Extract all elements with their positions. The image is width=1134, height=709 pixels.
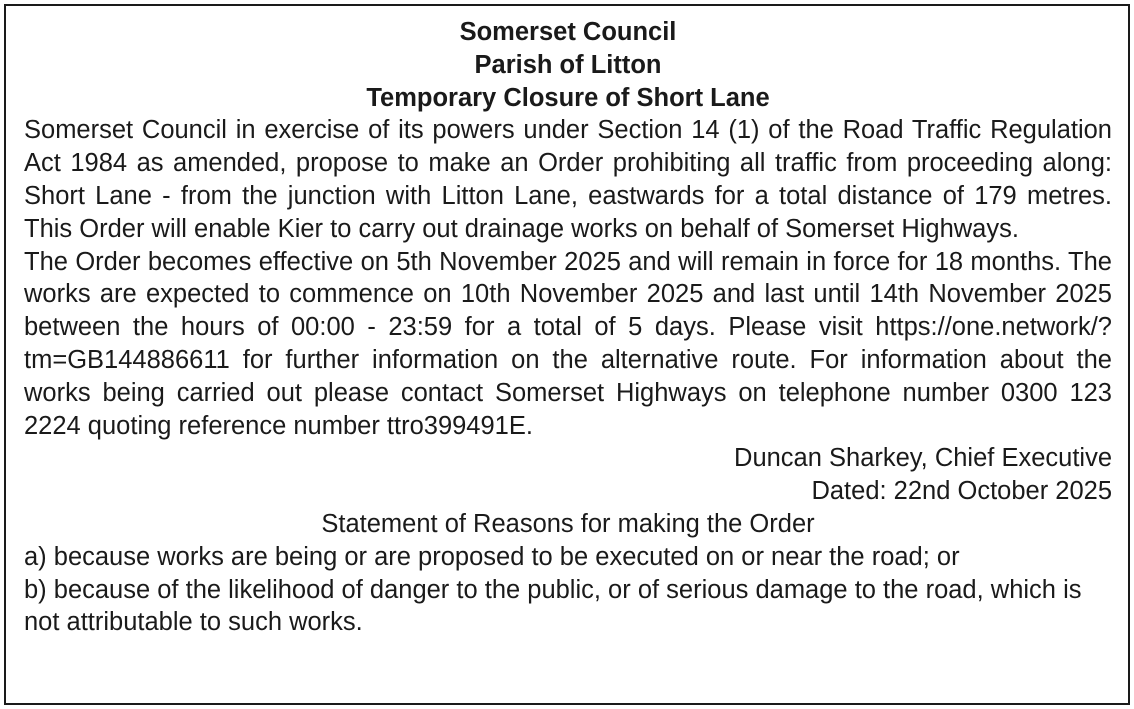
works-paragraph: The Order becomes effective on 5th November 2025 and will remain in force for 18 months. The works are expected to commence on 10th November 2025 and last until 14th November 2025 between the hours of 00:00 - 23:59 for a total of 5 days. Please visit https://one.network/?tm=GB144886611 for further information on the alternative route. For information about the works being carried out please contact Somerset Highways on telephone number 0300 123 2224 quoting reference number ttro399491E. — [24, 247, 1112, 440]
signatory: Duncan Sharkey, Chief Executive — [734, 444, 1112, 473]
public-notice — [4, 4, 1130, 705]
council-heading: Somerset Council — [459, 18, 677, 46]
parish-heading: Parish of Litton — [474, 50, 662, 79]
reason-b: b) because of the likelihood of danger to the public, or of serious damage to the road, which is not attributable to such works. — [24, 575, 1082, 637]
date-line: Dated: 22nd October 2025 — [811, 477, 1112, 506]
statement-heading: Statement of Reasons for making the Order — [321, 509, 815, 538]
notice-title: Temporary Closure of Short Lane — [366, 83, 770, 112]
order-paragraph: Somerset Council in exercise of its powers under Section 14 (1) of the Road Traffic Regulation Act 1984 as amended, propose to make an Order prohibiting all traffic from proceeding along: Short Lane - from the junction with Litton Lane, eastwards for a total distance of 179 metres. This Order will enable Kier to carry out drainage works on behalf of Somerset Highways. — [24, 116, 1112, 243]
reason-a: a) because works are being or are proposed to be executed on or near the road; or — [24, 542, 960, 571]
